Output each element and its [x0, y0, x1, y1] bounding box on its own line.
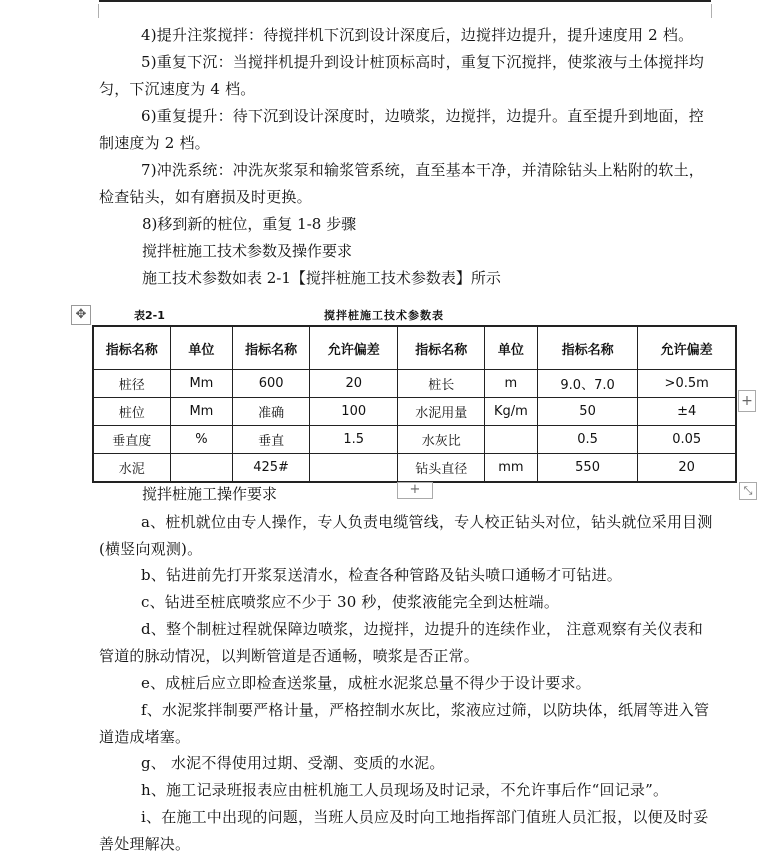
table-row — [93, 398, 736, 426]
ops-item-a: a、桩机就位由专人操作，专人负责电缆管线，专人校正钻头对位，钻头就位采用目测(横竖向观测)。 — [99, 513, 713, 558]
table-cell[interactable]: Mm — [170, 370, 233, 398]
table-cell[interactable] — [170, 454, 233, 483]
table-cell[interactable]: % — [170, 426, 233, 454]
margin-corner-mark — [711, 4, 722, 18]
table-cell[interactable]: m — [484, 370, 537, 398]
table-cell[interactable]: 100 — [309, 398, 398, 426]
table-cell[interactable]: mm — [484, 454, 537, 483]
table-cell[interactable]: ±4 — [638, 398, 736, 426]
table-cell[interactable]: 1.5 — [309, 426, 398, 454]
page-top-border — [99, 0, 711, 2]
ops-item-c: c、钻进至桩底喷浆应不少于 30 秒，使浆液能完全到达桩端。 — [141, 593, 560, 611]
table-cell[interactable] — [484, 426, 537, 454]
table-cell[interactable]: 550 — [537, 454, 638, 483]
table-row — [93, 370, 736, 398]
table-caption — [92, 305, 738, 323]
add-row-button[interactable]: + — [397, 482, 433, 499]
header-cell[interactable]: 单位 — [484, 326, 537, 370]
table-title: 搅拌桩施工技术参数表 — [324, 309, 444, 322]
step-5-paragraph: 5)重复下沉：当搅拌机提升到设计桩顶标高时，重复下沉搅拌，使浆液与土体搅拌均匀，下沉速度为 4 档。 — [99, 53, 704, 98]
step-6-paragraph: 6)重复提升：待下沉到设计深度时，边喷浆，边搅拌，边提升。直至提升到地面，控制速度为 2 档。 — [99, 107, 704, 152]
table-move-handle[interactable]: ✥ — [71, 305, 91, 325]
table-cell[interactable]: 桩径 — [93, 370, 170, 398]
table-cell[interactable]: 水泥 — [93, 454, 170, 483]
header-cell[interactable]: 单位 — [170, 326, 233, 370]
step-8-paragraph: 8)移到新的桩位，重复 1-8 步骤 — [142, 215, 357, 233]
heading-parameters: 搅拌桩施工技术参数及操作要求 — [142, 242, 353, 260]
ops-item-h: h、施工记录班报表应由桩机施工人员现场及时记录，不允许事后作“回记录”。 — [141, 781, 669, 799]
table-cell[interactable]: >0.5m — [638, 370, 736, 398]
step-4-paragraph: 4)提升注浆搅拌：待搅拌机下沉到设计深度后，边搅拌边提升，提升速度用 2 档。 — [141, 26, 694, 44]
table-cell[interactable]: 桩位 — [93, 398, 170, 426]
table-cell[interactable]: 垂直度 — [93, 426, 170, 454]
table-cell[interactable]: 20 — [309, 370, 398, 398]
table-cell[interactable]: 0.5 — [537, 426, 638, 454]
ops-item-b: b、钻进前先打开浆泵送清水，检查各种管路及钻头喷口通畅才可钻进。 — [141, 566, 623, 584]
header-cell[interactable]: 允许偏差 — [638, 326, 736, 370]
step-7-paragraph: 7)冲洗系统：冲洗灰浆泵和输浆管系统，直至基本干净，并清除钻头上粘附的软土，检查钻头，如有磨损及时更换。 — [99, 161, 704, 206]
ops-item-e: e、成桩后应立即检查送浆量，成桩水泥浆总量不得少于设计要求。 — [141, 674, 591, 692]
ops-item-g: g、 水泥不得使用过期、受潮、变质的水泥。 — [141, 754, 445, 772]
table-row — [93, 454, 736, 483]
table-cell[interactable]: 50 — [537, 398, 638, 426]
ops-item-f: f、水泥浆拌制要严格计量，严格控制水灰比，浆液应过筛，以防块体，纸屑等进入管道造成堵塞。 — [99, 701, 710, 746]
header-cell[interactable]: 指标名称 — [537, 326, 638, 370]
table-resize-handle-icon[interactable]: ⤡ — [739, 482, 757, 500]
table-cell[interactable]: 准确 — [233, 398, 310, 426]
table-cell[interactable]: 9.0、7.0 — [537, 370, 638, 398]
ops-item-i: i、在施工中出现的问题，当班人员应及时向工地指挥部门值班人员汇报，以便及时妥善处理解决。 — [99, 808, 709, 853]
table-row — [93, 426, 736, 454]
table-cell[interactable]: 钻头直径 — [398, 454, 484, 483]
table-cell[interactable]: 垂直 — [233, 426, 310, 454]
table-cell[interactable]: 桩长 — [398, 370, 484, 398]
heading-operations: 搅拌桩施工操作要求 — [142, 485, 278, 503]
table-cell[interactable]: 水灰比 — [398, 426, 484, 454]
header-cell[interactable]: 允许偏差 — [309, 326, 398, 370]
table-cell[interactable]: Mm — [170, 398, 233, 426]
ops-item-d: d、整个制桩过程就保障边喷浆，边搅拌，边提升的连续作业， 注意观察有关仪表和管道的脉动情况，以判断管道是否通畅，喷浆是否正常。 — [99, 620, 703, 665]
table-cell[interactable]: 0.05 — [638, 426, 736, 454]
header-cell[interactable]: 指标名称 — [233, 326, 310, 370]
table-cell[interactable]: 20 — [638, 454, 736, 483]
header-cell[interactable]: 指标名称 — [93, 326, 170, 370]
table-intro-text: 施工技术参数如表 2-1【搅拌桩施工技术参数表】所示 — [142, 269, 501, 287]
table-cell[interactable]: 425# — [233, 454, 310, 483]
table-number: 表2-1 — [134, 309, 165, 322]
add-column-button[interactable]: + — [738, 390, 756, 412]
parameters-table — [92, 325, 737, 483]
table-header-row — [93, 326, 736, 370]
table-cell[interactable] — [309, 454, 398, 483]
table-cell[interactable]: Kg/m — [484, 398, 537, 426]
margin-corner-mark — [88, 4, 99, 18]
header-cell[interactable]: 指标名称 — [398, 326, 484, 370]
table-cell[interactable]: 600 — [233, 370, 310, 398]
table-cell[interactable]: 水泥用量 — [398, 398, 484, 426]
